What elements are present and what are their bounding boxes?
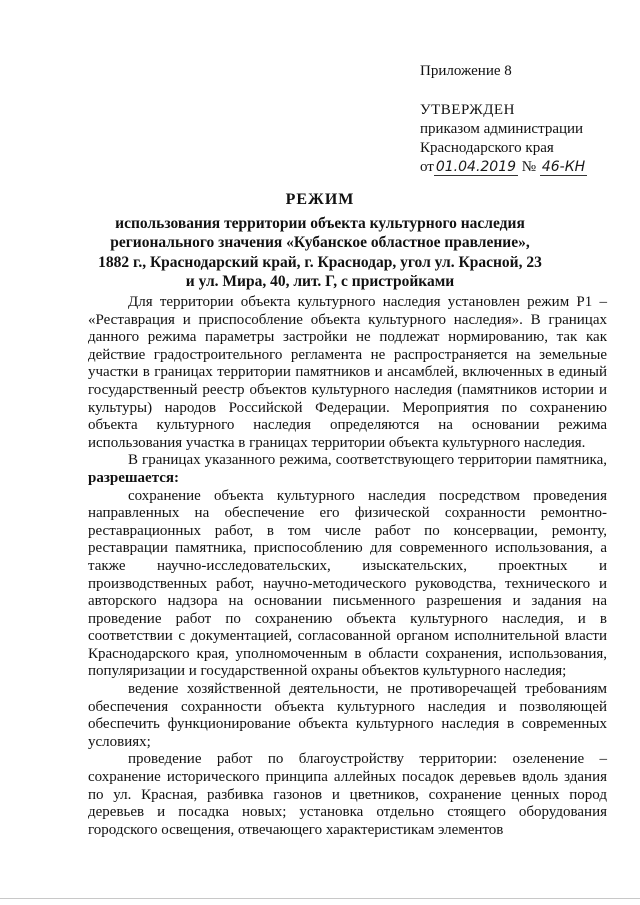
title-line: и ул. Мира, 40, лит. Г, с пристройками — [185, 273, 455, 290]
handwritten-number: 46-КН — [541, 159, 586, 175]
scan-edge-line — [0, 898, 640, 899]
permitted-intro-text: В границах указанного режима, соответствующего территории памятника, — [128, 452, 607, 469]
approval-block — [420, 62, 625, 177]
paragraph-preservation: сохранение объекта культурного наследия посредством проведения направленных на обеспечение его физической сохранности ремонтно-реставрационных работ, в том числе работ по консервации, ремонту, реставрации памятника, приспособлению для современного использования, а также научно-исследовательских, изыскательских, проектных и производственных работ, научно-методического руководства, технического и авторского надзора на основании письменного разрешения и задания на проведение работ по сохранению объекта культурного наследия, и в соответствии с документацией, согласованной органом исполнительной власти Краснодарского края, уполномоченным в области сохранения, использования, популяризации и государственной охраны объектов культурного наследия; — [88, 487, 607, 680]
approved-heading: УТВЕРЖДЕН — [420, 102, 515, 118]
document-body — [88, 294, 607, 839]
paragraph-landscaping: проведение работ по благоустройству территории: озеленение – сохранение исторического принципа аллейных посадок деревьев вдоль здания по ул. Красная, разбивка газонов и цветников, сохранение ценных пород деревьев и посадка новых; установка отдельно стоящего оборудования городского освещения, отвечающего характеристикам элементов — [88, 751, 607, 838]
from-label: от — [420, 159, 434, 175]
approval-line-order: приказом администрации — [420, 121, 584, 137]
number-label: № — [521, 159, 537, 175]
approval-date-number-line — [420, 158, 625, 177]
title-main: РЕЖИМ — [285, 191, 355, 208]
approval-line-region: Краснодарского края — [420, 140, 554, 156]
title-line: 1882 г., Краснодарский край, г. Краснодар, угол ул. Красной, 23 — [98, 253, 542, 271]
document-title — [60, 190, 580, 292]
handwritten-date: 01.04.2019 — [435, 159, 517, 175]
paragraph-economic-activity: ведение хозяйственной деятельности, не противоречащей требованиям обеспечения сохранности объекта культурного наследия и позволяющей обеспечить функционирование объекта культурного наследия в современных условиях; — [88, 681, 607, 750]
permitted-keyword: разрешается: — [88, 469, 180, 486]
paragraph-permitted-intro — [88, 452, 607, 487]
title-line: регионального значения «Кубанское областное правление», — [110, 234, 530, 251]
annex-label: Приложение 8 — [420, 63, 512, 79]
paragraph-regime: Для территории объекта культурного наследия установлен режим Р1 – «Реставрация и приспособление объекта культурного наследия». В границах данного режима параметры застройки не подлежат нормированию, так как действие градостроительного регламента не распространяется на земельные участки в границах территории памятников и ансамблей, включенных в единый государственный реестр объектов культурного наследия (памятников истории и культуры) народов Российской Федерации. Мероприятия по сохранению объекта культурного наследия определяются на основании режима использования участка в границах территории объекта культурного наследия. — [88, 294, 607, 451]
title-line: использования территории объекта культурного наследия — [115, 214, 525, 232]
